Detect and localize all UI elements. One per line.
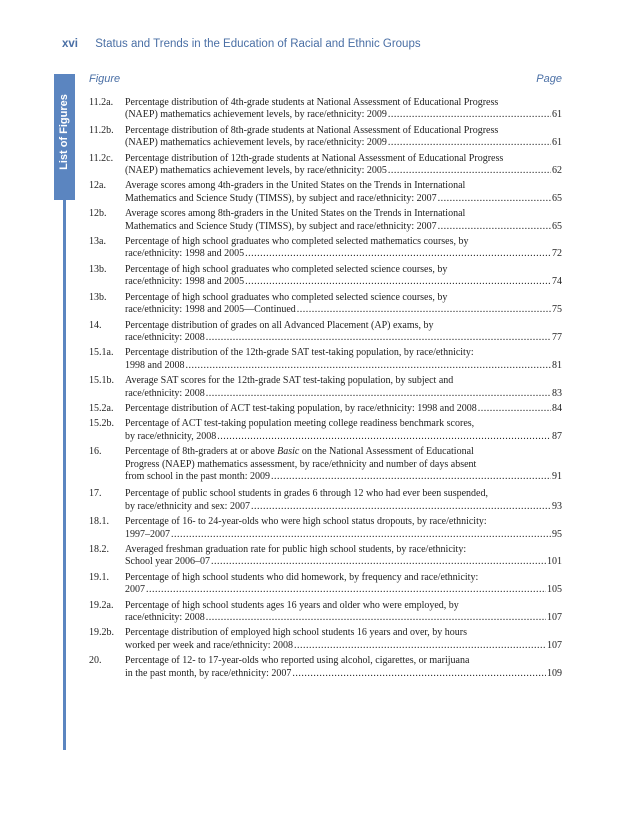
caption-text: worked per week and race/ethnicity: 2008 xyxy=(125,639,293,651)
figure-caption xyxy=(125,516,562,541)
figure-caption xyxy=(125,292,562,317)
figure-number: 18.2. xyxy=(89,544,109,555)
list-item[interactable] xyxy=(89,516,562,541)
caption-line: Average SAT scores for the 12th-grade SAT test-taking population, by subject and xyxy=(125,375,454,387)
caption-last-line xyxy=(125,471,562,483)
page-reference: 87 xyxy=(552,430,562,442)
list-item[interactable] xyxy=(89,125,562,150)
caption-last-line xyxy=(125,193,562,205)
list-item[interactable] xyxy=(89,544,562,569)
caption-text: race/ethnicity: 2008 xyxy=(125,612,205,624)
caption-text: (NAEP) mathematics achievement levels, by race/ethnicity: 2009 xyxy=(125,137,387,149)
caption-text: Mathematics and Science Study (TIMSS), by subject and race/ethnicity: 2007 xyxy=(125,220,437,232)
page-reference: 101 xyxy=(547,556,562,568)
caption-line: Percentage of high school graduates who completed selected mathematics courses, by xyxy=(125,236,469,248)
caption-emphasis: Basic xyxy=(277,446,300,458)
figure-caption xyxy=(125,180,562,205)
dot-leader xyxy=(245,276,551,288)
figure-caption xyxy=(125,264,562,289)
list-item[interactable] xyxy=(89,236,562,261)
dot-leader xyxy=(211,556,546,568)
figure-caption xyxy=(125,208,562,233)
caption-text: race/ethnicity: 2008 xyxy=(125,331,205,343)
caption-last-line xyxy=(125,304,562,316)
dot-leader xyxy=(388,137,551,149)
caption-last-line xyxy=(125,640,562,652)
running-title: Status and Trends in the Education of Racial and Ethnic Groups xyxy=(95,38,421,50)
caption-line: Percentage of high school students who did homework, by frequency and race/ethnicity: xyxy=(125,571,479,583)
page-reference: 81 xyxy=(552,359,562,371)
figure-number: 13a. xyxy=(89,236,106,248)
figure-number: 16. xyxy=(89,446,102,458)
caption-line: Percentage distribution of grades on all Advanced Placement (AP) exams, by xyxy=(125,319,434,331)
figure-caption xyxy=(125,403,562,415)
figure-number: 14. xyxy=(89,319,102,331)
figure-number: 11.2b. xyxy=(89,124,114,136)
caption-text: Percentage distribution of ACT test-taking population, by race/ethnicity: 1998 and 2008 xyxy=(125,402,477,414)
caption-last-line xyxy=(125,248,562,260)
figure-number: 12b. xyxy=(89,208,107,220)
page-reference: 61 xyxy=(552,109,562,121)
list-item[interactable] xyxy=(89,347,562,372)
running-head xyxy=(62,38,421,50)
caption-last-line xyxy=(125,137,562,149)
caption-line: Averaged freshman graduation rate for public high school students, by race/ethnicity: xyxy=(125,544,467,555)
list-item[interactable] xyxy=(89,446,562,483)
caption-text: (NAEP) mathematics achievement levels, by race/ethnicity: 2009 xyxy=(125,109,387,121)
caption-line: Percentage of ACT test-taking population meeting college readiness benchmark scores, xyxy=(125,418,475,430)
page-reference: 83 xyxy=(552,387,562,399)
caption-text: by race/ethnicity, 2008 xyxy=(125,430,217,442)
side-tab xyxy=(54,74,75,750)
figure-number: 19.1. xyxy=(89,571,109,583)
dot-leader xyxy=(185,360,551,372)
list-item[interactable] xyxy=(89,208,562,233)
caption-last-line xyxy=(125,556,562,568)
page-reference: 95 xyxy=(552,528,562,540)
dot-leader xyxy=(292,668,546,680)
page-number: xvi xyxy=(62,38,78,50)
caption-line: Percentage of high school students ages 16 years and older who were employed, by xyxy=(125,599,459,611)
caption-line: Percentage distribution of employed high school students 16 years and over, by hours xyxy=(125,627,468,639)
dot-leader xyxy=(271,471,551,483)
page-reference: 84 xyxy=(552,402,562,414)
figure-caption xyxy=(125,236,562,261)
dot-leader xyxy=(388,165,551,177)
figure-number: 17. xyxy=(89,488,102,500)
figure-number: 20. xyxy=(89,655,102,667)
dot-leader xyxy=(206,332,551,344)
figure-caption xyxy=(125,655,562,680)
figure-caption xyxy=(125,418,562,443)
page-reference: 93 xyxy=(552,500,562,512)
caption-last-line xyxy=(125,403,562,415)
page-reference: 62 xyxy=(552,165,562,177)
figure-caption xyxy=(125,600,562,625)
caption-line: Percentage of high school graduates who completed selected science courses, by xyxy=(125,291,448,303)
caption-line: Percentage distribution of 4th-grade students at National Assessment of Educational Progress xyxy=(125,97,499,108)
column-heading-page: Page xyxy=(536,73,562,85)
caption-text: race/ethnicity: 1998 and 2005 xyxy=(125,248,245,260)
caption-text: by race/ethnicity and sex: 2007 xyxy=(125,500,250,512)
dot-leader xyxy=(388,109,551,121)
figure-number: 11.2c. xyxy=(89,152,114,164)
dot-leader xyxy=(245,248,551,260)
page-reference: 77 xyxy=(552,331,562,343)
caption-last-line xyxy=(125,332,562,344)
caption-last-line xyxy=(125,388,562,400)
column-heading-figure: Figure xyxy=(89,73,121,85)
figure-number: 19.2b. xyxy=(89,627,114,639)
list-item[interactable] xyxy=(89,264,562,289)
figure-caption xyxy=(125,97,562,122)
list-item[interactable] xyxy=(89,418,562,443)
caption-line: Percentage distribution of 8th-grade students at National Assessment of Educational Progress xyxy=(125,124,499,136)
figure-caption xyxy=(125,375,562,400)
figure-caption xyxy=(125,125,562,150)
side-tab-rule xyxy=(63,200,66,750)
dot-leader xyxy=(206,388,551,400)
caption-line: Progress (NAEP) mathematics assessment, by race/ethnicity and number of days absent xyxy=(125,458,477,470)
dot-leader xyxy=(171,529,551,541)
page-reference: 74 xyxy=(552,276,562,288)
caption-last-line xyxy=(125,612,562,624)
page-reference: 72 xyxy=(552,248,562,260)
caption-text: in the past month, by race/ethnicity: 2007 xyxy=(125,667,292,679)
caption-text: race/ethnicity: 2008 xyxy=(125,387,205,399)
figure-number: 11.2a. xyxy=(89,97,114,108)
list-item[interactable] xyxy=(89,403,562,415)
list-item[interactable] xyxy=(89,375,562,400)
figure-number: 15.2b. xyxy=(89,418,114,430)
figure-number: 15.1b. xyxy=(89,375,114,387)
caption-last-line xyxy=(125,501,562,513)
page-reference: 107 xyxy=(547,612,562,624)
caption-last-line xyxy=(125,529,562,541)
page-reference: 107 xyxy=(547,639,562,651)
caption-line: Percentage distribution of the 12th-grade SAT test-taking population, by race/ethnicity: xyxy=(125,347,474,359)
list-item[interactable] xyxy=(89,320,562,345)
figure-number: 19.2a. xyxy=(89,599,114,611)
caption-text: School year 2006–07 xyxy=(125,556,210,568)
list-item[interactable] xyxy=(89,292,562,317)
page-reference: 109 xyxy=(547,667,562,679)
caption-line: Percentage of public school students in grades 6 through 12 who had ever been suspended, xyxy=(125,488,488,500)
dot-leader xyxy=(206,612,546,624)
list-item[interactable] xyxy=(89,572,562,597)
figure-caption xyxy=(125,627,562,652)
figure-number: 12a. xyxy=(89,180,106,192)
dot-leader xyxy=(438,221,551,233)
list-item[interactable] xyxy=(89,600,562,625)
caption-line: Percentage distribution of 12th-grade students at National Assessment of Educational Progress xyxy=(125,152,504,164)
figure-caption xyxy=(125,572,562,597)
figure-number: 18.1. xyxy=(89,516,109,528)
caption-text: 1998 and 2008 xyxy=(125,359,185,371)
figure-list xyxy=(89,97,562,683)
page-reference: 91 xyxy=(552,470,562,482)
caption-last-line xyxy=(125,360,562,372)
caption-line: Average scores among 4th-graders in the United States on the Trends in International xyxy=(125,180,466,192)
list-item[interactable] xyxy=(89,627,562,652)
figure-caption xyxy=(125,347,562,372)
figure-number: 13b. xyxy=(89,263,107,275)
caption-line: Percentage of 8th-graders at or above Basic on the National Assessment of Educational xyxy=(125,446,474,458)
caption-last-line xyxy=(125,276,562,288)
list-item[interactable] xyxy=(89,488,562,513)
dot-leader xyxy=(294,640,546,652)
caption-last-line xyxy=(125,431,562,443)
caption-last-line xyxy=(125,668,562,680)
list-item[interactable] xyxy=(89,153,562,178)
caption-line: Percentage of 16- to 24-year-olds who were high school status dropouts, by race/ethnicity: xyxy=(125,516,487,528)
page-reference: 65 xyxy=(552,220,562,232)
caption-last-line xyxy=(125,165,562,177)
dot-leader xyxy=(297,304,551,316)
dot-leader xyxy=(438,193,551,205)
caption-text: Mathematics and Science Study (TIMSS), by subject and race/ethnicity: 2007 xyxy=(125,192,437,204)
figure-number: 13b. xyxy=(89,291,107,303)
side-tab-label: List of Figures xyxy=(58,94,70,170)
list-item[interactable] xyxy=(89,97,562,122)
page-reference: 105 xyxy=(547,584,562,596)
caption-text: 2007 xyxy=(125,584,145,596)
figure-number: 15.2a. xyxy=(89,402,114,414)
caption-line: Percentage of 12- to 17-year-olds who reported using alcohol, cigarettes, or marijuana xyxy=(125,655,470,667)
list-item[interactable] xyxy=(89,655,562,680)
dot-leader xyxy=(217,431,551,443)
figure-caption xyxy=(125,153,562,178)
caption-text: from school in the past month: 2009 xyxy=(125,470,270,482)
figure-caption xyxy=(125,544,562,569)
caption-line: Average scores among 8th-graders in the United States on the Trends in International xyxy=(125,208,466,220)
dot-leader xyxy=(478,403,551,415)
dot-leader xyxy=(251,501,551,513)
caption-text: race/ethnicity: 1998 and 2005 xyxy=(125,276,245,288)
figure-caption xyxy=(125,446,562,483)
figure-caption xyxy=(125,488,562,513)
caption-text: race/ethnicity: 1998 and 2005—Continued xyxy=(125,304,296,316)
page-reference: 61 xyxy=(552,137,562,149)
caption-text: 1997–2007 xyxy=(125,528,170,540)
caption-last-line xyxy=(125,221,562,233)
dot-leader xyxy=(146,584,546,596)
figure-caption xyxy=(125,320,562,345)
page-reference: 65 xyxy=(552,192,562,204)
list-item[interactable] xyxy=(89,180,562,205)
caption-line: Percentage of high school graduates who completed selected science courses, by xyxy=(125,263,448,275)
caption-last-line xyxy=(125,584,562,596)
caption-text: (NAEP) mathematics achievement levels, by race/ethnicity: 2005 xyxy=(125,165,387,177)
caption-last-line xyxy=(125,109,562,121)
figure-number: 15.1a. xyxy=(89,347,114,359)
page-reference: 75 xyxy=(552,304,562,316)
